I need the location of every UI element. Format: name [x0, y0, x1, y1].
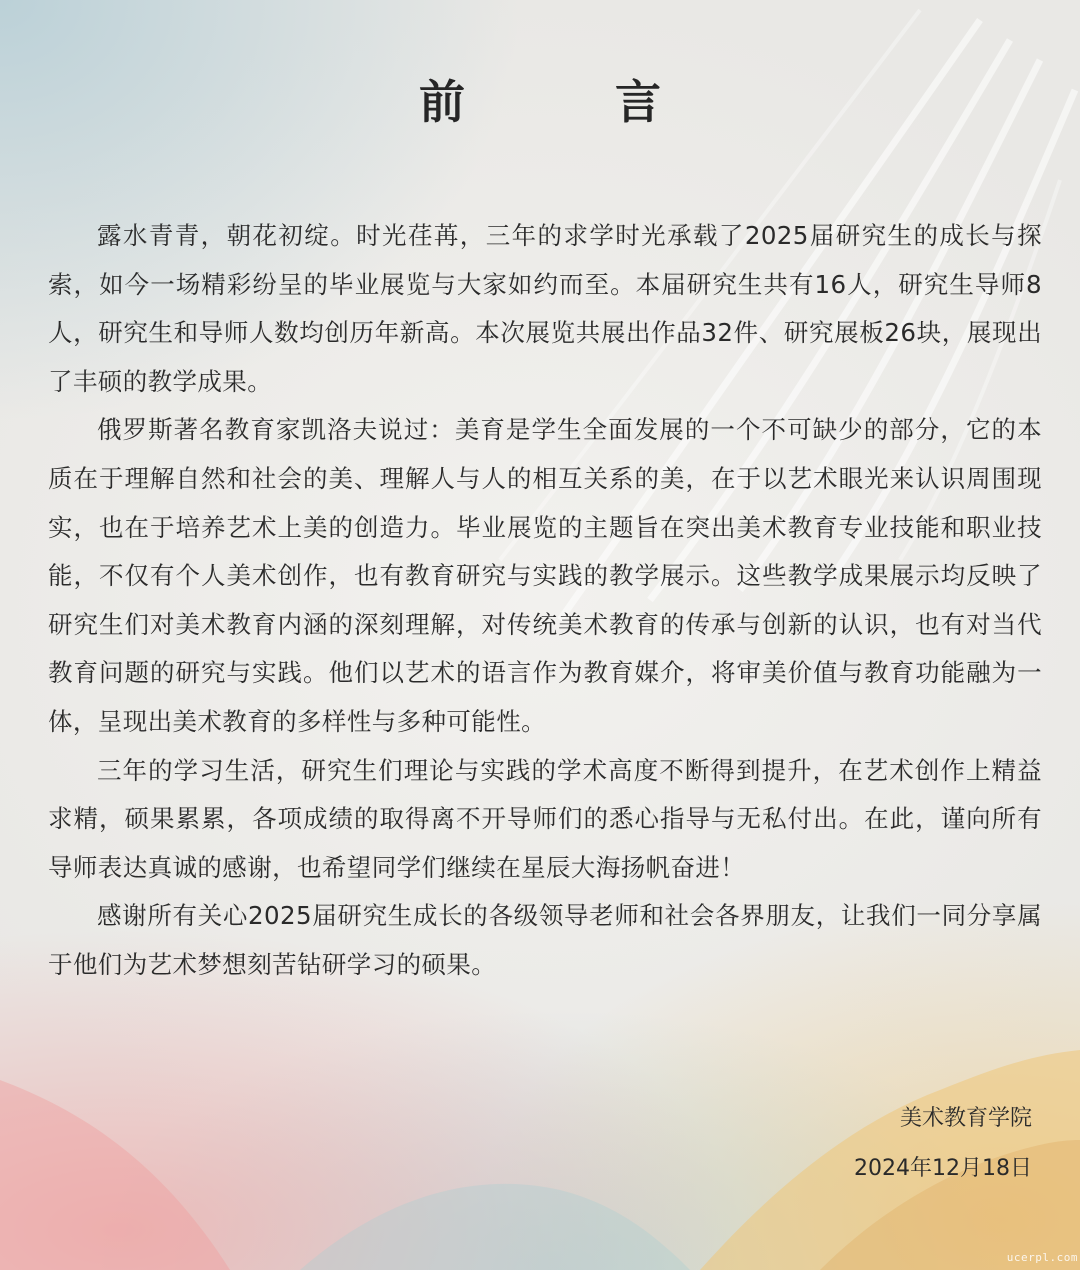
- signature-block: [854, 1094, 1032, 1194]
- signature-organization: 美术教育学院: [899, 1106, 1032, 1131]
- paragraph-closing-thanks: 感谢所有关心2025届研究生成长的各级领导老师和社会各界朋友，让我们一同分享属于他们为艺术梦想刻苦钻研学习的硕果。: [48, 901, 1042, 979]
- signature-date: 2024年12月18日: [854, 1156, 1032, 1181]
- paragraph-gratitude-mentors: 三年的学习生活，研究生们理论与实践的学术高度不断得到提升，在艺术创作上精益求精，硕果累累，各项成绩的取得离不开导师们的悉心指导与无私付出。在此，谨向所有导师表达真诚的感谢，也希望同学们继续在星辰大海扬帆奋进！: [48, 755, 1042, 882]
- teal-wave-shape: [300, 1184, 690, 1270]
- site-watermark: ucerpl.com: [1006, 1251, 1078, 1264]
- paragraph-intro: 露水青青，朝花初绽。时光荏苒，三年的求学时光承载了2025届研究生的成长与探索，如今一场精彩纷呈的毕业展览与大家如约而至。本届研究生共有16人，研究生导师8人，研究生和导师人数均创历年新高。本次展览共展出作品32件、研究展板26块，展现出了丰硕的教学成果。: [48, 221, 1042, 396]
- paragraph-aesthetic-education: 俄罗斯著名教育家凯洛夫说过：美育是学生全面发展的一个不可缺少的部分，它的本质在于理解自然和社会的美、理解人与人的相互关系的美，在于以艺术眼光来认识周围现实，也在于培养艺术上美的创造力。毕业展览的主题旨在突出美术教育专业技能和职业技能，不仅有个人美术创作，也有教育研究与实践的教学展示。这些教学成果展示均反映了研究生们对美术教育内涵的深刻理解，对传统美术教育的传承与创新的认识，也有对当代教育问题的研究与实践。他们以艺术的语言作为教育媒介，将审美价值与教育功能融为一体，呈现出美术教育的多样性与多种可能性。: [48, 415, 1042, 736]
- page-title: 前 言: [419, 75, 713, 129]
- preface-body: [48, 212, 1042, 990]
- pink-blossom-shape: [0, 1080, 230, 1270]
